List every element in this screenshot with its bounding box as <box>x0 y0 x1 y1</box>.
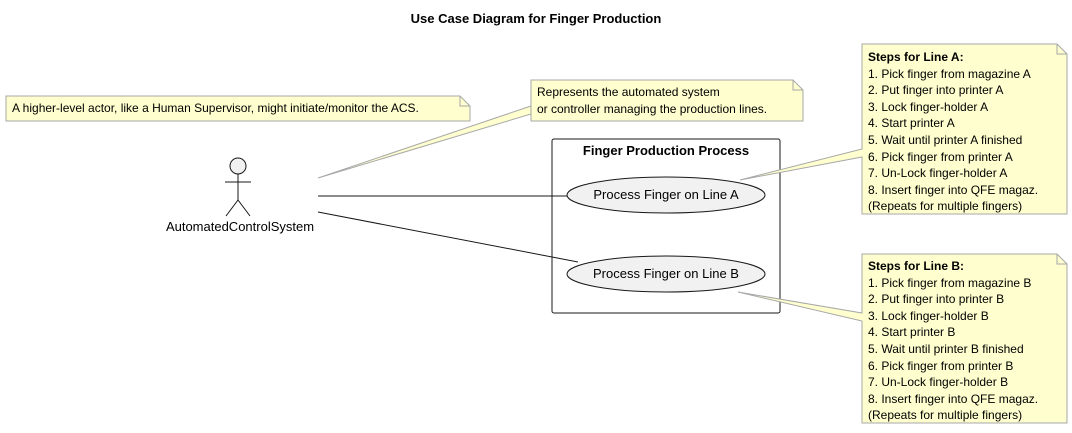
note-line-a-step: 7. Un-Lock finger-holder A <box>868 166 1008 181</box>
note-line-b <box>868 258 1038 424</box>
note-supervisor-line: A higher-level actor, like a Human Supervisor, might initiate/monitor the ACS. <box>12 101 419 115</box>
note-line-a-step: 5. Wait until printer A finished <box>868 132 1023 147</box>
note-line-b-step: 3. Lock finger-holder B <box>868 308 989 323</box>
note-line-a-step: 6. Pick finger from printer A <box>868 149 1013 164</box>
note-line-a-step: 2. Put finger into printer A <box>868 83 1004 98</box>
note-line-b-step: 8. Insert finger into QFE magaz. <box>868 391 1039 406</box>
package-title: Finger Production Process <box>582 143 750 158</box>
note-line-b-step: 5. Wait until printer B finished <box>868 341 1024 356</box>
note-line-a <box>868 49 1038 215</box>
note-acs <box>537 84 767 117</box>
use-case-label-line-b: Process Finger on Line B <box>593 266 739 281</box>
note-line-b-title: Steps for Line B: <box>868 259 965 273</box>
note-line-b-step: 4. Start printer B <box>868 325 956 340</box>
note-line-a-step: 8. Insert finger into QFE magaz. <box>868 182 1039 197</box>
note-line-b-step: 6. Pick finger from printer B <box>868 358 1014 373</box>
diagram-title: Use Case Diagram for Finger Production <box>410 11 662 26</box>
actor-label: AutomatedControlSystem <box>165 219 315 234</box>
note-line-b-step: (Repeats for multiple fingers) <box>868 408 1023 423</box>
note-supervisor <box>12 100 419 117</box>
actor-figure[interactable] <box>225 158 251 216</box>
use-case-label-line-a: Process Finger on Line A <box>593 187 739 202</box>
note-line-b-step: 7. Un-Lock finger-holder B <box>868 375 1009 390</box>
note-acs-line: or controller managing the production lines. <box>537 101 768 116</box>
note-line-a-step: 3. Lock finger-holder A <box>868 99 989 114</box>
note-acs-line: Represents the automated system <box>537 85 720 99</box>
note-line-a-title: Steps for Line A: <box>868 50 964 64</box>
note-line-b-step: 2. Put finger into printer B <box>868 292 1005 307</box>
note-line-a-step: (Repeats for multiple fingers) <box>868 199 1023 214</box>
note-line-b-step: 1. Pick finger from magazine B <box>868 275 1032 290</box>
note-line-a-step: 4. Start printer A <box>868 116 955 131</box>
note-line-a-step: 1. Pick finger from magazine A <box>868 66 1031 81</box>
association-line-b <box>318 212 578 262</box>
